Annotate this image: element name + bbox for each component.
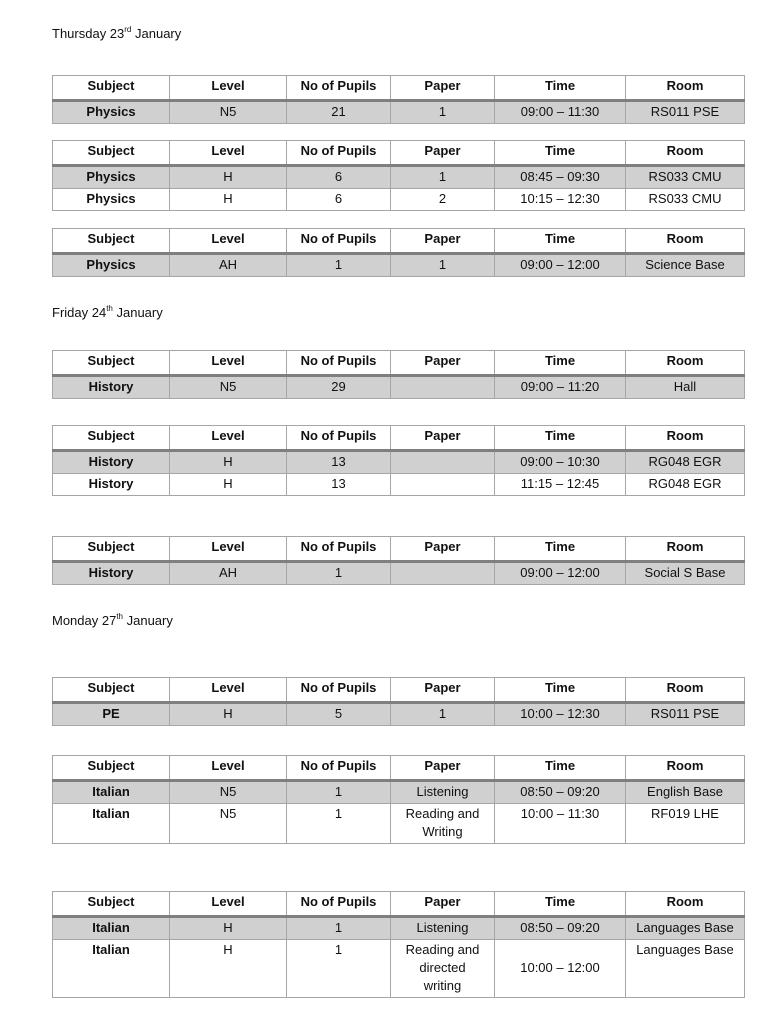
exam-table-physics-ah <box>52 228 745 277</box>
cell-time: 09:00 – 12:00 <box>495 562 626 585</box>
header-paper: Paper <box>391 678 495 703</box>
cell-paper <box>391 451 495 474</box>
ordinal-suffix: th <box>116 612 123 621</box>
cell-paper: Listening <box>391 917 495 940</box>
cell-room: RS033 CMU <box>626 189 745 211</box>
header-room: Room <box>626 76 745 101</box>
header-subject: Subject <box>53 678 170 703</box>
header-time: Time <box>495 537 626 562</box>
cell-pupils: 1 <box>287 917 391 940</box>
header-level: Level <box>170 426 287 451</box>
cell-subject: Italian <box>53 940 170 998</box>
cell-time: 11:15 – 12:45 <box>495 474 626 496</box>
header-room: Room <box>626 141 745 166</box>
cell-level: H <box>170 940 287 998</box>
header-subject: Subject <box>53 141 170 166</box>
header-level: Level <box>170 229 287 254</box>
exam-table-history-ah <box>52 536 745 585</box>
table-row <box>53 166 745 189</box>
cell-time: 09:00 – 11:30 <box>495 101 626 124</box>
cell-time: 10:15 – 12:30 <box>495 189 626 211</box>
header-subject: Subject <box>53 426 170 451</box>
day-heading-month: January <box>131 26 182 41</box>
table-row <box>53 562 745 585</box>
header-paper: Paper <box>391 426 495 451</box>
header-room: Room <box>626 537 745 562</box>
cell-subject: History <box>53 474 170 496</box>
cell-pupils: 1 <box>287 940 391 998</box>
table-header-row <box>53 892 745 917</box>
table-row <box>53 101 745 124</box>
cell-room: Languages Base <box>626 940 745 998</box>
header-subject: Subject <box>53 892 170 917</box>
cell-time: 10:00 – 12:00 <box>495 940 626 998</box>
header-room: Room <box>626 756 745 781</box>
cell-time: 09:00 – 12:00 <box>495 254 626 277</box>
header-paper: Paper <box>391 141 495 166</box>
cell-level: N5 <box>170 804 287 844</box>
cell-pupils: 21 <box>287 101 391 124</box>
table-row <box>53 451 745 474</box>
exam-table-pe-h <box>52 677 745 726</box>
table-row <box>53 781 745 804</box>
header-level: Level <box>170 678 287 703</box>
cell-time: 09:00 – 11:20 <box>495 376 626 399</box>
cell-paper: 1 <box>391 101 495 124</box>
cell-time: 10:00 – 11:30 <box>495 804 626 844</box>
exam-table-physics-h <box>52 140 745 211</box>
header-paper: Paper <box>391 756 495 781</box>
cell-pupils: 29 <box>287 376 391 399</box>
table-row <box>53 703 745 726</box>
table-row <box>53 189 745 211</box>
cell-paper <box>391 474 495 496</box>
header-level: Level <box>170 537 287 562</box>
table-row <box>53 940 745 998</box>
header-pupils: No of Pupils <box>287 141 391 166</box>
cell-room: RS011 PSE <box>626 703 745 726</box>
day-heading-text: Monday 27 <box>52 613 117 628</box>
header-subject: Subject <box>53 76 170 101</box>
day-heading-thursday <box>52 25 181 41</box>
header-room: Room <box>626 351 745 376</box>
header-subject: Subject <box>53 537 170 562</box>
day-heading-month: January <box>112 305 163 320</box>
header-level: Level <box>170 351 287 376</box>
cell-level: H <box>170 189 287 211</box>
header-room: Room <box>626 678 745 703</box>
table-header-row <box>53 537 745 562</box>
header-time: Time <box>495 76 626 101</box>
exam-table-physics-n5 <box>52 75 745 124</box>
header-room: Room <box>626 229 745 254</box>
cell-subject: Physics <box>53 189 170 211</box>
cell-level: H <box>170 474 287 496</box>
header-time: Time <box>495 426 626 451</box>
cell-level: H <box>170 917 287 940</box>
cell-room: RF019 LHE <box>626 804 745 844</box>
table-row <box>53 917 745 940</box>
table-header-row <box>53 756 745 781</box>
table-header-row <box>53 351 745 376</box>
exam-table-italian-h <box>52 891 745 998</box>
cell-pupils: 6 <box>287 189 391 211</box>
header-time: Time <box>495 141 626 166</box>
day-heading-month: January <box>123 613 173 628</box>
cell-level: N5 <box>170 376 287 399</box>
table-row <box>53 474 745 496</box>
cell-subject: Physics <box>53 254 170 277</box>
cell-pupils: 1 <box>287 562 391 585</box>
header-paper: Paper <box>391 537 495 562</box>
header-pupils: No of Pupils <box>287 229 391 254</box>
cell-pupils: 13 <box>287 451 391 474</box>
table-header-row <box>53 229 745 254</box>
cell-time: 10:00 – 12:30 <box>495 703 626 726</box>
cell-subject: Physics <box>53 101 170 124</box>
cell-level: H <box>170 703 287 726</box>
cell-level: H <box>170 451 287 474</box>
cell-level: H <box>170 166 287 189</box>
cell-subject: Physics <box>53 166 170 189</box>
day-heading-text: Friday 24 <box>52 305 107 320</box>
ordinal-suffix: th <box>106 304 113 313</box>
header-pupils: No of Pupils <box>287 756 391 781</box>
cell-level: AH <box>170 254 287 277</box>
cell-paper: Reading and Writing <box>391 804 495 844</box>
cell-subject: History <box>53 562 170 585</box>
cell-subject: History <box>53 376 170 399</box>
header-time: Time <box>495 892 626 917</box>
header-subject: Subject <box>53 756 170 781</box>
cell-room: Hall <box>626 376 745 399</box>
header-time: Time <box>495 229 626 254</box>
day-heading-text: Thursday 23 <box>52 26 125 41</box>
header-pupils: No of Pupils <box>287 892 391 917</box>
day-heading-monday <box>52 612 173 628</box>
cell-room: English Base <box>626 781 745 804</box>
cell-subject: PE <box>53 703 170 726</box>
header-pupils: No of Pupils <box>287 678 391 703</box>
header-level: Level <box>170 76 287 101</box>
cell-subject: Italian <box>53 917 170 940</box>
header-paper: Paper <box>391 76 495 101</box>
header-time: Time <box>495 351 626 376</box>
cell-paper: 1 <box>391 166 495 189</box>
header-pupils: No of Pupils <box>287 351 391 376</box>
header-paper: Paper <box>391 892 495 917</box>
cell-time: 08:50 – 09:20 <box>495 917 626 940</box>
table-header-row <box>53 426 745 451</box>
cell-pupils: 5 <box>287 703 391 726</box>
cell-paper: 1 <box>391 703 495 726</box>
day-heading-friday <box>52 304 163 320</box>
header-level: Level <box>170 141 287 166</box>
header-pupils: No of Pupils <box>287 76 391 101</box>
cell-time: 08:50 – 09:20 <box>495 781 626 804</box>
exam-table-italian-n5 <box>52 755 745 844</box>
exam-table-history-h <box>52 425 745 496</box>
cell-room: RG048 EGR <box>626 451 745 474</box>
cell-room: RG048 EGR <box>626 474 745 496</box>
header-level: Level <box>170 892 287 917</box>
header-paper: Paper <box>391 229 495 254</box>
cell-pupils: 6 <box>287 166 391 189</box>
table-header-row <box>53 678 745 703</box>
cell-pupils: 13 <box>287 474 391 496</box>
header-time: Time <box>495 678 626 703</box>
cell-subject: Italian <box>53 804 170 844</box>
cell-level: N5 <box>170 781 287 804</box>
cell-time: 09:00 – 10:30 <box>495 451 626 474</box>
table-row <box>53 804 745 844</box>
table-header-row <box>53 141 745 166</box>
exam-table-history-n5 <box>52 350 745 399</box>
cell-subject: Italian <box>53 781 170 804</box>
ordinal-suffix: rd <box>124 25 132 34</box>
table-header-row <box>53 76 745 101</box>
cell-subject: History <box>53 451 170 474</box>
cell-level: N5 <box>170 101 287 124</box>
cell-room: RS011 PSE <box>626 101 745 124</box>
cell-pupils: 1 <box>287 804 391 844</box>
header-subject: Subject <box>53 229 170 254</box>
cell-room: RS033 CMU <box>626 166 745 189</box>
header-pupils: No of Pupils <box>287 537 391 562</box>
table-row <box>53 376 745 399</box>
cell-paper: Reading and directed writing <box>391 940 495 998</box>
header-time: Time <box>495 756 626 781</box>
cell-level: AH <box>170 562 287 585</box>
cell-room: Social S Base <box>626 562 745 585</box>
cell-paper <box>391 376 495 399</box>
header-pupils: No of Pupils <box>287 426 391 451</box>
cell-pupils: 1 <box>287 781 391 804</box>
cell-paper: 1 <box>391 254 495 277</box>
cell-time: 08:45 – 09:30 <box>495 166 626 189</box>
cell-paper: Listening <box>391 781 495 804</box>
cell-room: Science Base <box>626 254 745 277</box>
cell-paper: 2 <box>391 189 495 211</box>
header-paper: Paper <box>391 351 495 376</box>
header-room: Room <box>626 426 745 451</box>
header-subject: Subject <box>53 351 170 376</box>
cell-pupils: 1 <box>287 254 391 277</box>
header-level: Level <box>170 756 287 781</box>
cell-paper <box>391 562 495 585</box>
header-room: Room <box>626 892 745 917</box>
cell-room: Languages Base <box>626 917 745 940</box>
table-row <box>53 254 745 277</box>
